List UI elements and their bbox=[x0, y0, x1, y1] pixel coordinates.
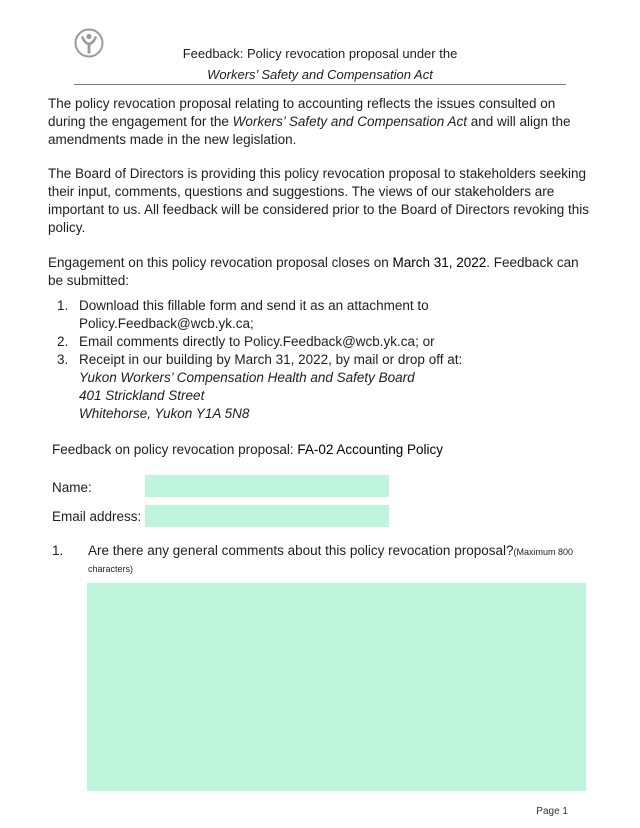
list-item: 3. Receipt in our building by March 31, 2022, by mail or drop off at: Yukon Workers’ Compensation Health and Safety Board 401 Strickland Street Whitehorse, Yukon Y1A 5N8 bbox=[54, 351, 594, 423]
list-item: 2. Email comments directly to Policy.Feedback@wcb.yk.ca; or bbox=[57, 334, 435, 349]
general-comments-textarea[interactable] bbox=[87, 583, 586, 791]
question-text: Are there any general comments about this policy revocation proposal?(Maximum 800 characters) bbox=[88, 543, 574, 574]
act-title: Workers’ Safety and Compensation Act bbox=[207, 67, 433, 82]
closing-date: March 31, 2022 bbox=[392, 255, 487, 270]
name-label: Name: bbox=[52, 480, 92, 495]
page-number: Page 1 bbox=[536, 806, 568, 817]
policy-name: FA-02 Accounting Policy bbox=[297, 442, 443, 457]
header-divider bbox=[74, 84, 566, 85]
name-input[interactable] bbox=[145, 475, 389, 497]
document-title: Feedback: Policy revocation proposal under the bbox=[182, 46, 458, 61]
submission-methods-list bbox=[54, 297, 594, 423]
mailing-address: Yukon Workers’ Compensation Health and Safety Board 401 Strickland Street Whitehorse, Yukon Y1A 5N8 bbox=[79, 370, 415, 421]
intro-paragraph-1: The policy revocation proposal relating to accounting reflects the issues consulted on during the engagement for the Workers’ Safety and Compensation Act and will align the amendments made in the new legislation. bbox=[48, 96, 571, 147]
question-number: 1. bbox=[52, 543, 64, 558]
list-item: 1. Download this fillable form and send it as an attachment to Policy.Feedback@wcb.yk.ca; bbox=[57, 298, 429, 331]
character-limit-hint: (Maximum 800 characters) bbox=[88, 547, 574, 574]
feedback-heading: Feedback on policy revocation proposal: FA-02 Accounting Policy bbox=[52, 442, 443, 457]
act-name-inline: Workers’ Safety and Compensation Act bbox=[232, 114, 467, 129]
intro-paragraph-2: The Board of Directors is providing this policy revocation proposal to stakeholders seeking their input, comments, questions and suggestions. The views of our stakeholders are important to us. All feedback will be considered prior to the Board of Directors revoking this policy. bbox=[48, 166, 590, 235]
email-input[interactable] bbox=[145, 505, 389, 527]
intro-paragraph-3: Engagement on this policy revocation proposal closes on March 31, 2022. Feedback can be submitted: bbox=[48, 255, 579, 288]
email-label: Email address: bbox=[52, 509, 142, 524]
